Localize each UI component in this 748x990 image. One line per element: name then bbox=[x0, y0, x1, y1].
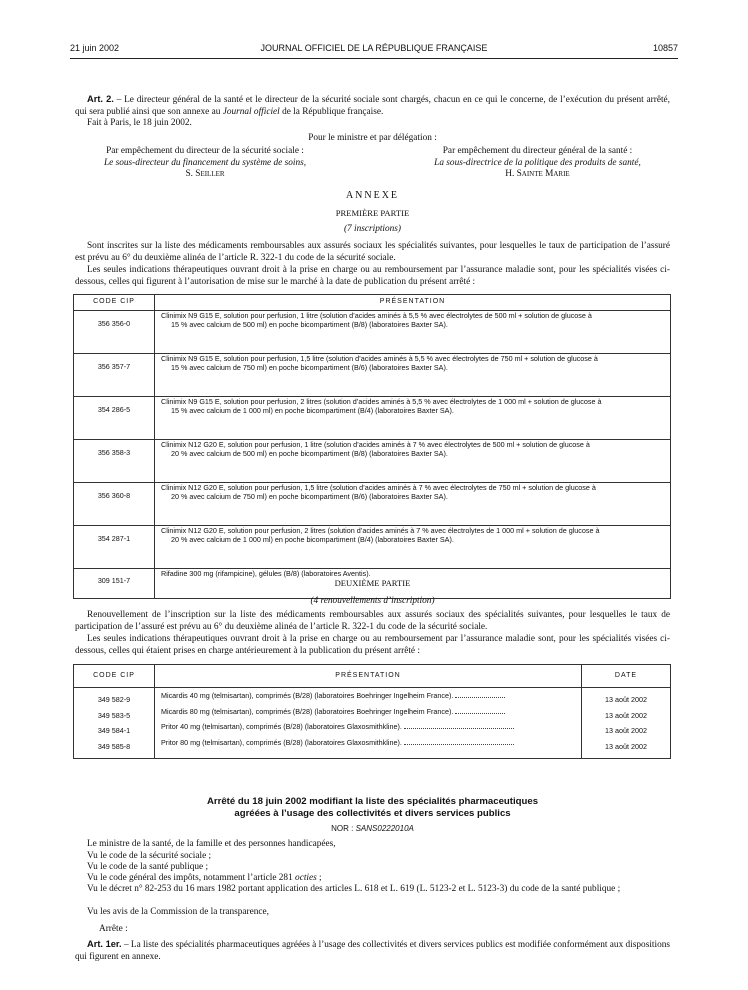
dotted-leader bbox=[455, 697, 505, 698]
table1-header-presentation: PRÉSENTATION bbox=[155, 295, 671, 311]
presentation: Rifadine 300 mg (rifampicine), gélules (B/8) (laboratoires Aventis). bbox=[155, 569, 671, 599]
table-row bbox=[74, 688, 671, 759]
arrete-vu-2: Vu le code de la santé publique ; bbox=[87, 862, 209, 872]
dates bbox=[582, 688, 671, 759]
presentation-line1: Clinimix N12 G20 E, solution pour perfusion, 2 litres (solution d’acides aminés à 7 % avec électrolytes de 1 000 ml + solution de glucose à bbox=[161, 526, 600, 535]
presentation bbox=[155, 354, 671, 397]
part1-title: PREMIÈRE PARTIE bbox=[335, 208, 410, 218]
nor-line bbox=[75, 824, 670, 834]
presentation-text: Micardis 80 mg (telmisartan), comprimés (B/28) (laboratoires Boehringer Ingelheim France). bbox=[161, 706, 454, 716]
article-1 bbox=[75, 939, 670, 963]
presentation bbox=[155, 526, 671, 569]
signature-pour: Pour le ministre et par délégation : bbox=[308, 133, 437, 143]
presentations bbox=[155, 688, 582, 759]
table-part1 bbox=[73, 294, 671, 599]
presentation-line2: 15 % avec calcium de 750 ml) en poche bicompartiment (B/6) (laboratoires Baxter SA). bbox=[171, 363, 448, 372]
nor-value: SANS0222010A bbox=[355, 824, 414, 833]
article-2-label: Art. 2. bbox=[87, 94, 114, 104]
presentation-text: Micardis 40 mg (telmisartan), comprimés (B/28) (laboratoires Boehringer Ingelheim France). bbox=[161, 691, 454, 700]
presentation-line2: 20 % avec calcium de 750 ml) en poche bicompartiment (B/6) (laboratoires Baxter SA). bbox=[171, 492, 448, 501]
presentation bbox=[155, 397, 671, 440]
signature-left-line2: Le sous-directeur du financement du système de soins, bbox=[103, 157, 307, 168]
article-1-label: Art. 1er. bbox=[87, 939, 122, 949]
article-2 bbox=[75, 94, 670, 118]
arrete-arrete: Arrête : bbox=[99, 924, 128, 934]
presentation bbox=[155, 311, 671, 354]
date: 13 août 2002 bbox=[605, 726, 647, 735]
presentation-text: Pritor 80 mg (telmisartan), comprimés (B/28) (laboratoires Glaxosmithkline). bbox=[161, 737, 402, 747]
arrete-title-line2: agréées à l’usage des collectivités et divers services publics bbox=[234, 807, 511, 819]
cip-code: 349 582-9 bbox=[97, 695, 131, 704]
presentation bbox=[155, 483, 671, 526]
signature-right bbox=[400, 146, 675, 181]
date: 13 août 2002 bbox=[605, 741, 647, 751]
presentation bbox=[161, 719, 575, 735]
part2-paragraph-2: Les seules indications thérapeutiques ouvrant droit à la prise en charge ou au remboursement par l’assurance maladie sont, pour les spécialités visées ci-dessous, celles qui étaient prises en charge antérieurement à la publication du présent arrêté : bbox=[75, 634, 670, 656]
arrete-vu-4: Vu le décret n° 82-253 du 16 mars 1982 portant application des articles L. 618 et L. 619 (L. 5123-2 et L. 5123-3) du code de la santé publique ; bbox=[87, 884, 621, 894]
table2-header-presentation: PRÉSENTATION bbox=[155, 665, 582, 688]
presentation-text: Pritor 40 mg (telmisartan), comprimés (B/28) (laboratoires Glaxosmithkline). bbox=[161, 722, 402, 731]
table2-header-code: CODE CIP bbox=[74, 665, 155, 688]
article-2-text-end: de la République française. bbox=[279, 106, 384, 117]
table-row bbox=[74, 397, 671, 440]
presentation bbox=[155, 440, 671, 483]
date: 13 août 2002 bbox=[605, 710, 647, 720]
presentation bbox=[161, 704, 575, 720]
cip-codes bbox=[74, 688, 155, 759]
arrete-vu-1: Vu le code de la sécurité sociale ; bbox=[87, 851, 212, 861]
article-1-text: – La liste des spécialités pharmaceutiques agréées à l’usage des collectivités et divers services publics est modifiée conformément aux dispositions qui figurent en annexe. bbox=[75, 940, 670, 962]
dotted-leader bbox=[455, 713, 505, 714]
dotted-leader bbox=[404, 744, 514, 745]
annexe-title: ANNEXE bbox=[345, 190, 400, 201]
table-row bbox=[74, 526, 671, 569]
presentation-line1: Clinimix N9 G15 E, solution pour perfusion, 2 litres (solution d’acides aminés à 5,5 % avec électrolytes de 1 000 ml + solution de glucose à bbox=[161, 397, 602, 406]
cip-code: 356 360-8 bbox=[74, 483, 155, 526]
arrete-vu-5: Vu les avis de la Commission de la transparence, bbox=[87, 907, 269, 917]
cip-code: 309 151-7 bbox=[74, 569, 155, 599]
table1-header-code: CODE CIP bbox=[74, 295, 155, 311]
presentation-line1: Clinimix N9 G15 E, solution pour perfusion, 1 litre (solution d’acides aminés à 5,5 % avec électrolytes de 500 ml + solution de glucose à bbox=[161, 311, 592, 320]
signature-left-name: S. Seiller bbox=[185, 169, 225, 180]
cip-code: 354 287-1 bbox=[74, 526, 155, 569]
part1-paragraph-2: Les seules indications thérapeutiques ouvrant droit à la prise en charge ou au remboursement par l’assurance maladie sont, pour les spécialités visées ci-dessous, celles qui figurent à l’autorisation de mise sur le marché à la date de publication du présent arrêté : bbox=[75, 265, 670, 287]
arrete-vu-3-italic: octies bbox=[295, 873, 317, 883]
table-row bbox=[74, 311, 671, 354]
arrete-ministre: Le ministre de la santé, de la famille et des personnes handicapées, bbox=[87, 839, 336, 849]
header-journal-title: JOURNAL OFFICIEL DE LA RÉPUBLIQUE FRANÇAISE bbox=[260, 43, 488, 53]
part2-title: DEUXIÈME PARTIE bbox=[334, 578, 411, 588]
cip-code: 349 584-1 bbox=[97, 726, 131, 735]
table-row bbox=[74, 354, 671, 397]
header-date: 21 juin 2002 bbox=[70, 43, 120, 53]
signature-right-line2: La sous-directrice de la politique des produits de santé, bbox=[434, 157, 641, 168]
arrete-vu-3-end: ; bbox=[316, 873, 322, 883]
date: 13 août 2002 bbox=[605, 695, 647, 704]
presentation-line1: Clinimix N9 G15 E, solution pour perfusion, 1,5 litre (solution d’acides aminés à 5,5 % avec électrolytes de 750 ml + solution de glucose à bbox=[161, 354, 598, 363]
presentation-line2: 20 % avec calcium de 500 ml) en poche bicompartiment (B/8) (laboratoires Baxter SA). bbox=[171, 449, 448, 458]
presentation-line1: Clinimix N12 G20 E, solution pour perfusion, 1 litre (solution d’acides aminés à 7 % avec électrolytes de 500 ml + solution de glucose à bbox=[161, 440, 590, 449]
header-page-number: 10857 bbox=[652, 43, 678, 53]
signature-left bbox=[75, 146, 335, 181]
header-rule bbox=[70, 58, 678, 59]
signature-right-name: H. Sainte Marie bbox=[505, 169, 570, 180]
table2-header-date: DATE bbox=[582, 665, 671, 688]
part2-count: (4 renouvellements d’inscription) bbox=[310, 596, 435, 606]
page-header bbox=[70, 43, 678, 57]
presentation bbox=[161, 735, 575, 751]
signature-left-line1: Par empêchement du directeur de la sécurité sociale : bbox=[106, 146, 304, 156]
cip-code: 349 583-5 bbox=[97, 710, 131, 720]
nor-label: NOR : bbox=[331, 824, 356, 833]
article-2-journal: Journal officiel bbox=[222, 106, 280, 117]
cip-code: 356 356-0 bbox=[74, 311, 155, 354]
presentation bbox=[161, 688, 575, 704]
article-2-text: – Le directeur général de la santé et le directeur de la sécurité sociale sont chargés, chacun en ce qui le concerne, de l’exécution du présent arrêté, qui sera publié ainsi que son annexe au bbox=[75, 95, 670, 117]
arrete-vu-3 bbox=[75, 873, 670, 885]
fait-a-paris: Fait à Paris, le 18 juin 2002. bbox=[87, 118, 192, 128]
part1-count: (7 inscriptions) bbox=[343, 224, 402, 234]
presentation-line2: 15 % avec calcium de 1 000 ml) en poche bicompartiment (B/4) (laboratoires Baxter SA). bbox=[171, 406, 454, 415]
presentation-line2: 20 % avec calcium de 1 000 ml) en poche bicompartiment (B/4) (laboratoires Baxter SA). bbox=[171, 535, 454, 544]
cip-code: 356 357-7 bbox=[74, 354, 155, 397]
arrete-title bbox=[75, 796, 670, 819]
presentation-line2: 15 % avec calcium de 500 ml) en poche bicompartiment (B/8) (laboratoires Baxter SA). bbox=[171, 320, 448, 329]
table-part2 bbox=[73, 664, 671, 759]
arrete-vu-3-text: Vu le code général des impôts, notamment l’article 281 bbox=[87, 873, 296, 883]
cip-code: 356 358-3 bbox=[74, 440, 155, 483]
dotted-leader bbox=[404, 728, 514, 729]
presentation-line1: Clinimix N12 G20 E, solution pour perfusion, 1,5 litre (solution d’acides aminés à 7 % avec électrolytes de 750 ml + solution de glucose à bbox=[161, 483, 596, 492]
table-row bbox=[74, 483, 671, 526]
arrete-title-line1: Arrêté du 18 juin 2002 modifiant la liste des spécialités pharmaceutiques bbox=[206, 796, 539, 807]
cip-code: 349 585-8 bbox=[97, 741, 131, 751]
cip-code: 354 286-5 bbox=[74, 397, 155, 440]
signature-right-line1: Par empêchement du directeur général de la santé : bbox=[442, 146, 633, 156]
part1-paragraph-1: Sont inscrites sur la liste des médicaments remboursables aux assurés sociaux les spécialités suivantes, pour lesquelles le taux de participation de l’assuré est prévu au 6° du deuxième alinéa de l’article R. 322-1 du code de la sécurité sociale. bbox=[75, 241, 670, 263]
table-row bbox=[74, 440, 671, 483]
part2-paragraph-1: Renouvellement de l’inscription sur la liste des médicaments remboursables aux assurés sociaux des spécialités suivantes, pour lesquelles le taux de participation de l’assuré est prévu au 6° du deuxième alinéa de l’article R. 322-1 du code de la sécurité sociale. bbox=[75, 610, 670, 632]
